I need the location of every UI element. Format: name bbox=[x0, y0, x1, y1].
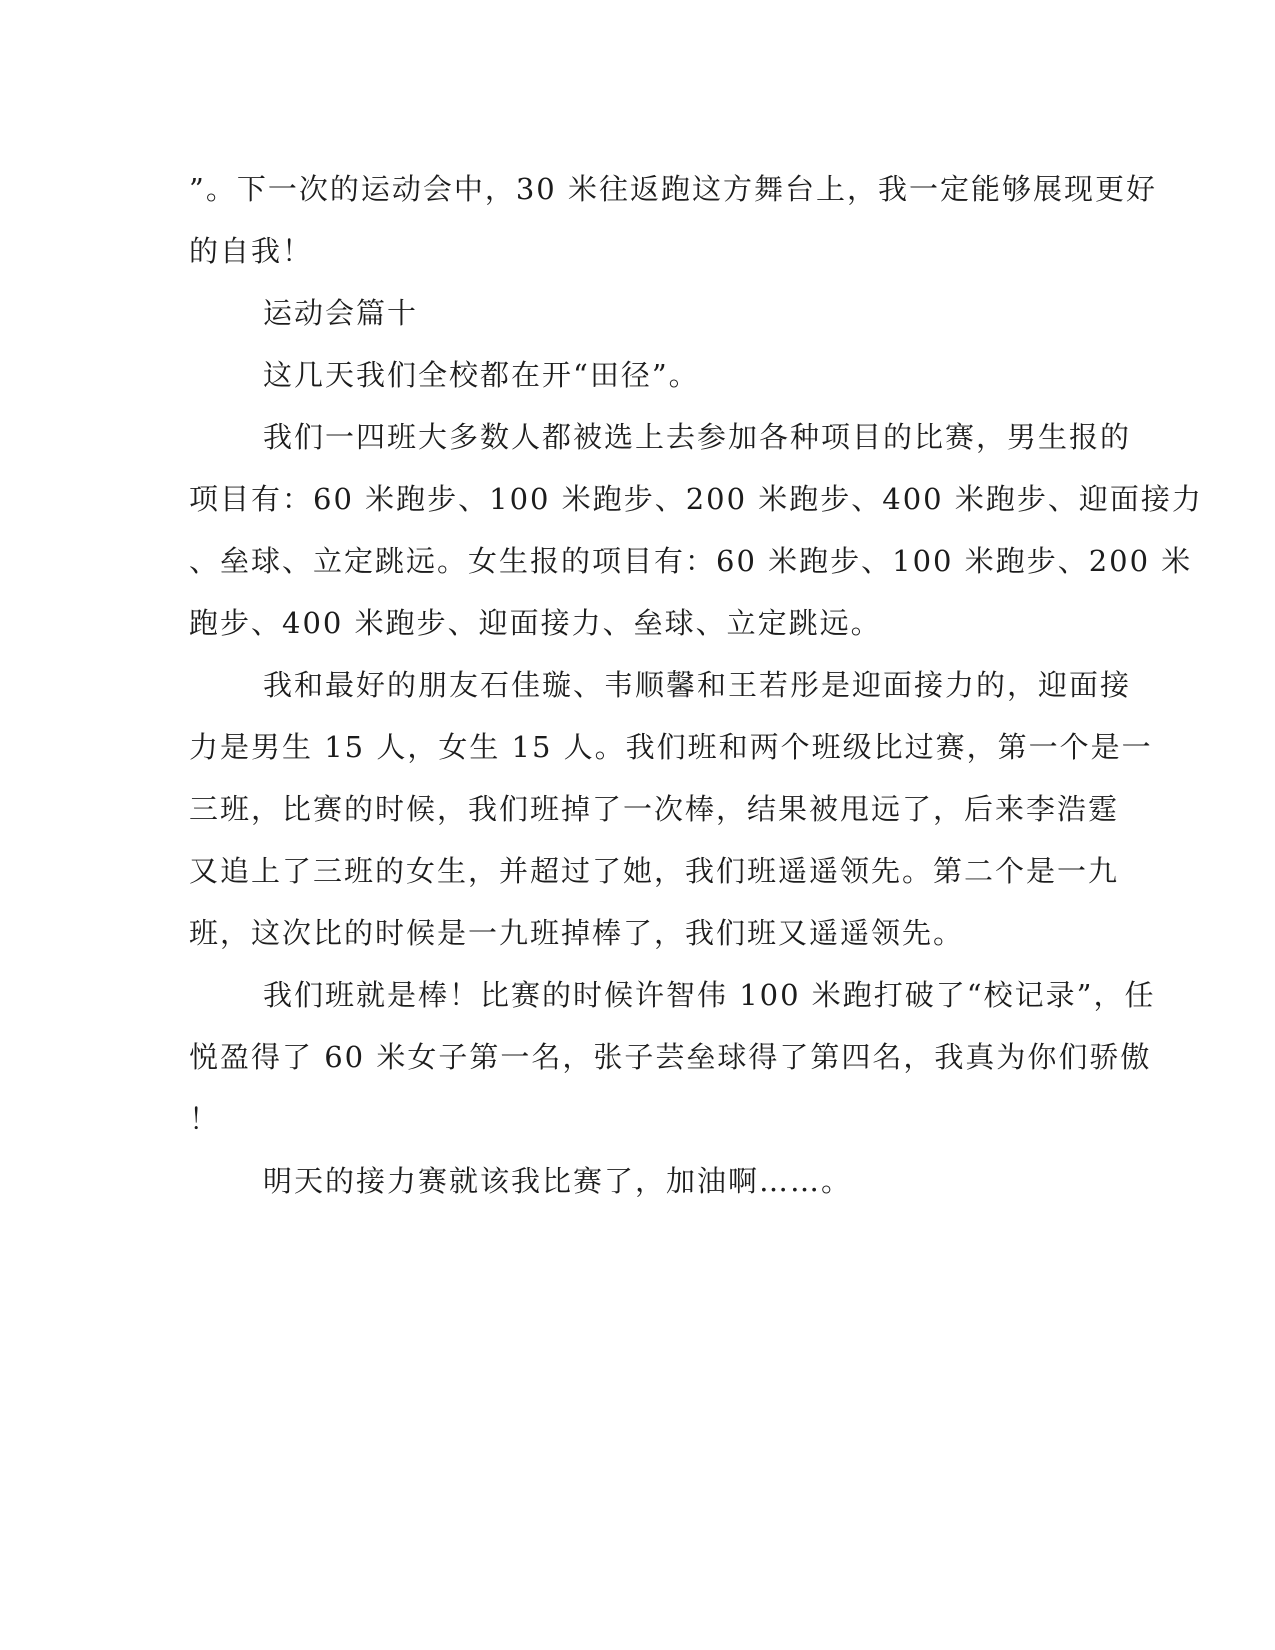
text-line: 班，这次比的时候是一九班掉棒了，我们班又遥遥领先。 bbox=[189, 916, 965, 950]
text-line: 项目有：60 米跑步、100 米跑步、200 米跑步、400 米跑步、迎面接力 bbox=[189, 482, 1203, 516]
text-line: 我们班就是棒！比赛的时候许智伟 100 米跑打破了“校记录”，任 bbox=[263, 978, 1156, 1012]
text-line: 跑步、400 米跑步、迎面接力、垒球、立定跳远。 bbox=[189, 606, 882, 640]
text-line: 这几天我们全校都在开“田径”。 bbox=[263, 358, 700, 392]
text-line: 三班，比赛的时候，我们班掉了一次棒，结果被甩远了，后来李浩霆 bbox=[189, 792, 1120, 826]
text-line: 悦盈得了 60 米女子第一名，张子芸垒球得了第四名，我真为你们骄傲 bbox=[189, 1040, 1152, 1074]
document-body bbox=[189, 158, 1203, 1212]
text-line: 明天的接力赛就该我比赛了，加油啊……。 bbox=[263, 1164, 853, 1198]
text-line: 的自我！ bbox=[189, 234, 314, 268]
text-line: 、垒球、立定跳远。女生报的项目有：60 米跑步、100 米跑步、200 米 bbox=[189, 544, 1193, 578]
text-line: 又追上了三班的女生，并超过了她，我们班遥遥领先。第二个是一九 bbox=[189, 854, 1120, 888]
text-line: 力是男生 15 人，女生 15 人。我们班和两个班级比过赛，第一个是一 bbox=[189, 730, 1153, 764]
section-heading: 运动会篇十 bbox=[263, 296, 419, 330]
text-line: ”。下一次的运动会中，30 米往返跑这方舞台上，我一定能够展现更好 bbox=[189, 172, 1157, 206]
text-line: 我们一四班大多数人都被选上去参加各种项目的比赛，男生报的 bbox=[263, 420, 1132, 454]
text-line: 我和最好的朋友石佳璇、韦顺馨和王若彤是迎面接力的，迎面接 bbox=[263, 668, 1132, 702]
text-line: ！ bbox=[189, 1102, 221, 1136]
